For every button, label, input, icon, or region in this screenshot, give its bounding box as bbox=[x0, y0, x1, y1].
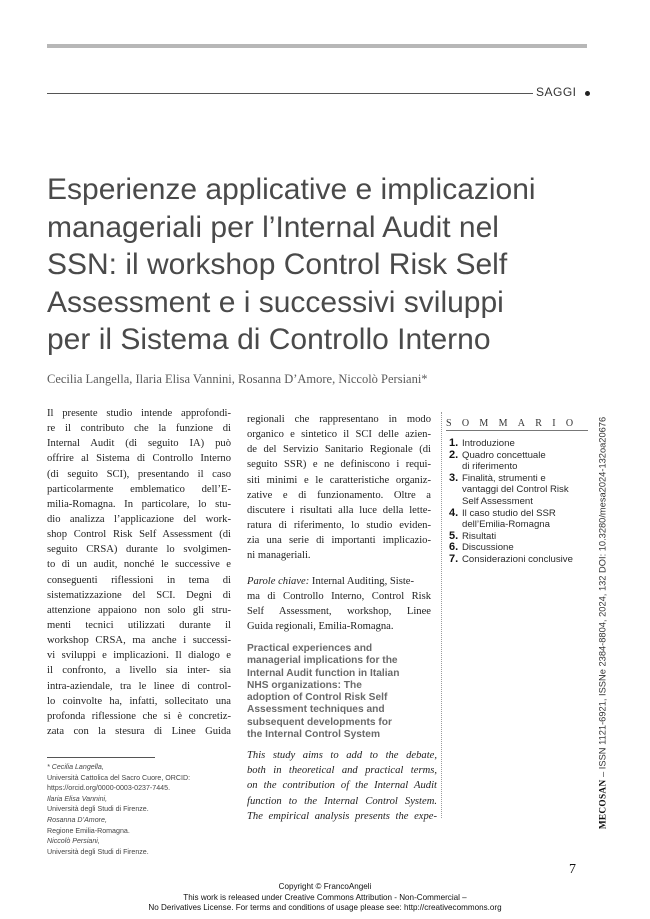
text-line: shop Control Risk Self Assessment (di bbox=[47, 529, 231, 541]
footnote-affiliation: Università Cattolica del Sacro Cuore, ORCID: https://orcid.org/0000-0003-0237-7445. bbox=[47, 773, 191, 793]
footnote bbox=[47, 836, 234, 857]
toc-text: Self Assessment bbox=[462, 495, 533, 507]
text-line: zia una serie di importanti implicazio- bbox=[247, 535, 431, 547]
english-abstract bbox=[247, 748, 437, 824]
text-line: The empirical analysis presents the expe- bbox=[247, 810, 437, 822]
text-line: on the contribution of the Internal Audit bbox=[247, 780, 437, 792]
text-line: This study aims to add to the debate, bbox=[247, 750, 437, 761]
title-line: Internal Audit function in Italian bbox=[247, 667, 400, 679]
text-line: lo coinvolte ha, infatti, sollecitato una bbox=[47, 695, 231, 707]
text-line: Guida regionali, Emilia-Romagna. bbox=[247, 621, 394, 633]
page-number: 7 bbox=[569, 862, 576, 877]
license-line: Copyright © FrancoAngeli bbox=[278, 882, 372, 891]
text-line: menti tecnici utilizzati durante il bbox=[47, 619, 231, 631]
footnote-rule bbox=[47, 757, 155, 758]
text-line: Self Assessment, workshop, Linee bbox=[247, 606, 431, 618]
title-line: Assessment e i successivi sviluppi bbox=[47, 285, 504, 319]
text-line: Il presente studio intende approfondi- bbox=[47, 408, 231, 419]
journal-sidebar bbox=[596, 403, 610, 843]
text-line: discutere i risultati alla luce della lette- bbox=[247, 504, 431, 516]
toc-number: 6. bbox=[449, 541, 459, 554]
text-line: il confronto, a livello sia inter- sia bbox=[47, 665, 231, 677]
text-line: profonda riflessione che si è concretiz- bbox=[47, 710, 231, 722]
keywords-label: Parole chiave: bbox=[247, 576, 310, 587]
text-line: de del Servizio Sanitario Regionale (di bbox=[247, 444, 431, 456]
toc-number: 2. bbox=[449, 448, 459, 461]
toc-text: Introduzione bbox=[462, 438, 515, 449]
footnote bbox=[47, 762, 234, 794]
journal-citation bbox=[598, 417, 609, 829]
abstract-it-column-1 bbox=[47, 406, 231, 739]
section-label: SAGGI bbox=[536, 85, 577, 99]
title-line: subsequent developments for bbox=[247, 716, 392, 728]
footnote-author: * Cecilia Langella, bbox=[47, 763, 104, 771]
text-line: ma di Controllo Interno, Control Risk bbox=[247, 591, 431, 603]
journal-name: MECOSAN bbox=[598, 779, 609, 830]
text-line: (di seguito SCI), presentando il caso bbox=[47, 468, 231, 480]
toc-item bbox=[449, 450, 589, 473]
text-line: to di un audit, nonché le successive e bbox=[47, 559, 231, 571]
section-rule bbox=[47, 93, 533, 94]
text-line: particolarmente emblematico dell’E- bbox=[47, 483, 231, 495]
text-line: intra-aziendale, tra le linee di control- bbox=[47, 680, 231, 692]
text-line: seguito CRSA) durante lo svolgimen- bbox=[47, 544, 231, 556]
footnote-affiliation: Università degli Studi di Firenze. bbox=[47, 805, 149, 814]
author-footnotes bbox=[47, 762, 234, 857]
text-line: siti minimi e le caratteristiche organiz- bbox=[247, 474, 431, 486]
sommario-heading: SOMMARIO bbox=[446, 418, 588, 431]
english-title bbox=[247, 643, 442, 741]
authors: Cecilia Langella, Ilaria Elisa Vannini, Rosanna D’Amore, Niccolò Persiani* bbox=[47, 372, 428, 386]
toc-item bbox=[449, 554, 589, 566]
toc-number: 5. bbox=[449, 529, 459, 542]
article-title bbox=[47, 171, 607, 359]
toc-text: vantaggi del Control Risk bbox=[462, 484, 569, 496]
footnote bbox=[47, 794, 234, 815]
top-rule bbox=[47, 44, 587, 48]
footnote-author: Niccolò Persiani, bbox=[47, 837, 100, 846]
toc-number: 1. bbox=[449, 437, 459, 449]
toc-text: dell’Emilia-Romagna bbox=[462, 519, 550, 531]
text-line: re il contributo che la funzione di bbox=[47, 423, 231, 435]
text-line: vi sviluppi e implicazioni. Il dialogo e bbox=[47, 650, 231, 662]
toc-text: Considerazioni conclusive bbox=[462, 553, 573, 565]
toc-text: Discussione bbox=[462, 542, 514, 554]
keywords bbox=[247, 574, 431, 635]
abstract-it-column-2 bbox=[247, 412, 431, 563]
text-line: regionali che rappresentano in modo bbox=[247, 414, 431, 425]
text-line: zata con la stesura di Linee Guida bbox=[47, 725, 231, 737]
toc-text: Finalità, strumenti e bbox=[462, 472, 546, 484]
journal-issn-doi: – ISSN 1121-6921, ISSNe 2384-8804, 2024, 132 DOI: 10.3280/mesa2024-132oa20676 bbox=[597, 416, 608, 780]
footnote bbox=[47, 815, 234, 836]
footnote-author: Ilaria Elisa Vannini, bbox=[47, 794, 108, 803]
footnote-author: Rosanna D’Amore, bbox=[47, 815, 107, 824]
toc-number: 3. bbox=[449, 471, 459, 484]
title-line: Assessment techniques and bbox=[247, 704, 385, 716]
toc-text: Quadro concettuale bbox=[462, 449, 546, 461]
text-line: ni manageriali. bbox=[247, 550, 311, 562]
toc-item bbox=[449, 473, 589, 508]
toc-item bbox=[449, 508, 589, 531]
toc-text: Risultati bbox=[462, 530, 497, 542]
text-line: Internal Audit (di seguito IA) può bbox=[47, 438, 231, 450]
text-line: ratura di riferimento, lo studio eviden- bbox=[247, 519, 431, 531]
title-line: NHS organizations: The bbox=[247, 679, 362, 691]
text-line: dio analizza l’applicazione del work- bbox=[47, 513, 231, 525]
text-line: both in theoretical and practical terms, bbox=[247, 765, 437, 777]
footnote-affiliation: Università degli Studi di Firenze. bbox=[47, 847, 149, 856]
column-divider bbox=[441, 412, 442, 818]
text-line: organico e sintetico il SCI delle azien- bbox=[247, 429, 431, 441]
license-notice bbox=[0, 882, 650, 914]
title-line: per il Sistema di Controllo Interno bbox=[47, 323, 491, 356]
keywords-text: Internal Auditing, Siste- bbox=[311, 576, 415, 587]
title-line: Esperienze applicative e implicazioni bbox=[47, 173, 536, 206]
toc-item bbox=[449, 542, 589, 554]
text-line: zative e di funzionamento. Oltre a bbox=[247, 489, 431, 501]
table-of-contents bbox=[449, 438, 589, 566]
text-line: function to the Internal Control System. bbox=[247, 795, 437, 807]
license-line: This work is released under Creative Commons Attribution - Non-Commercial – bbox=[183, 892, 467, 902]
text-line: conseguenti riflessioni in tema di bbox=[47, 574, 231, 586]
toc-text: di riferimento bbox=[462, 461, 518, 473]
toc-number: 7. bbox=[449, 552, 459, 565]
toc-item bbox=[449, 438, 589, 450]
title-line: the Internal Control System bbox=[247, 729, 381, 741]
title-line: SSN: il workshop Control Risk Self bbox=[47, 248, 508, 281]
toc-number: 4. bbox=[449, 506, 459, 519]
toc-text: Il caso studio del SSR bbox=[462, 507, 556, 519]
text-line: seguito SSR) e ne definiscono i requi- bbox=[247, 459, 431, 471]
title-line: manageriali per l’Internal Audit nel bbox=[47, 210, 499, 244]
text-line: sistematizzazione del SCI. Degni di bbox=[47, 589, 231, 601]
footnote-affiliation: Regione Emilia-Romagna. bbox=[47, 826, 130, 835]
text-line: milia-Romagna. In particolare, lo stu- bbox=[47, 498, 231, 510]
title-line: managerial implications for the bbox=[247, 655, 398, 667]
keywords-first-line bbox=[247, 574, 431, 589]
title-line: Practical experiences and bbox=[247, 643, 373, 654]
toc-item bbox=[449, 531, 589, 543]
title-line: adoption of Control Risk Self bbox=[247, 692, 388, 704]
text-line: offrire al Sistema di Controllo Interno bbox=[47, 453, 231, 465]
section-bullet bbox=[585, 91, 590, 96]
text-line: workshop CRSA, ma anche i successi- bbox=[47, 635, 231, 647]
text-line: attenzione appaiono non solo gli stru- bbox=[47, 604, 231, 616]
license-line: No Derivatives License. For terms and conditions of usage please see: http://creativecommons.org bbox=[148, 903, 502, 913]
